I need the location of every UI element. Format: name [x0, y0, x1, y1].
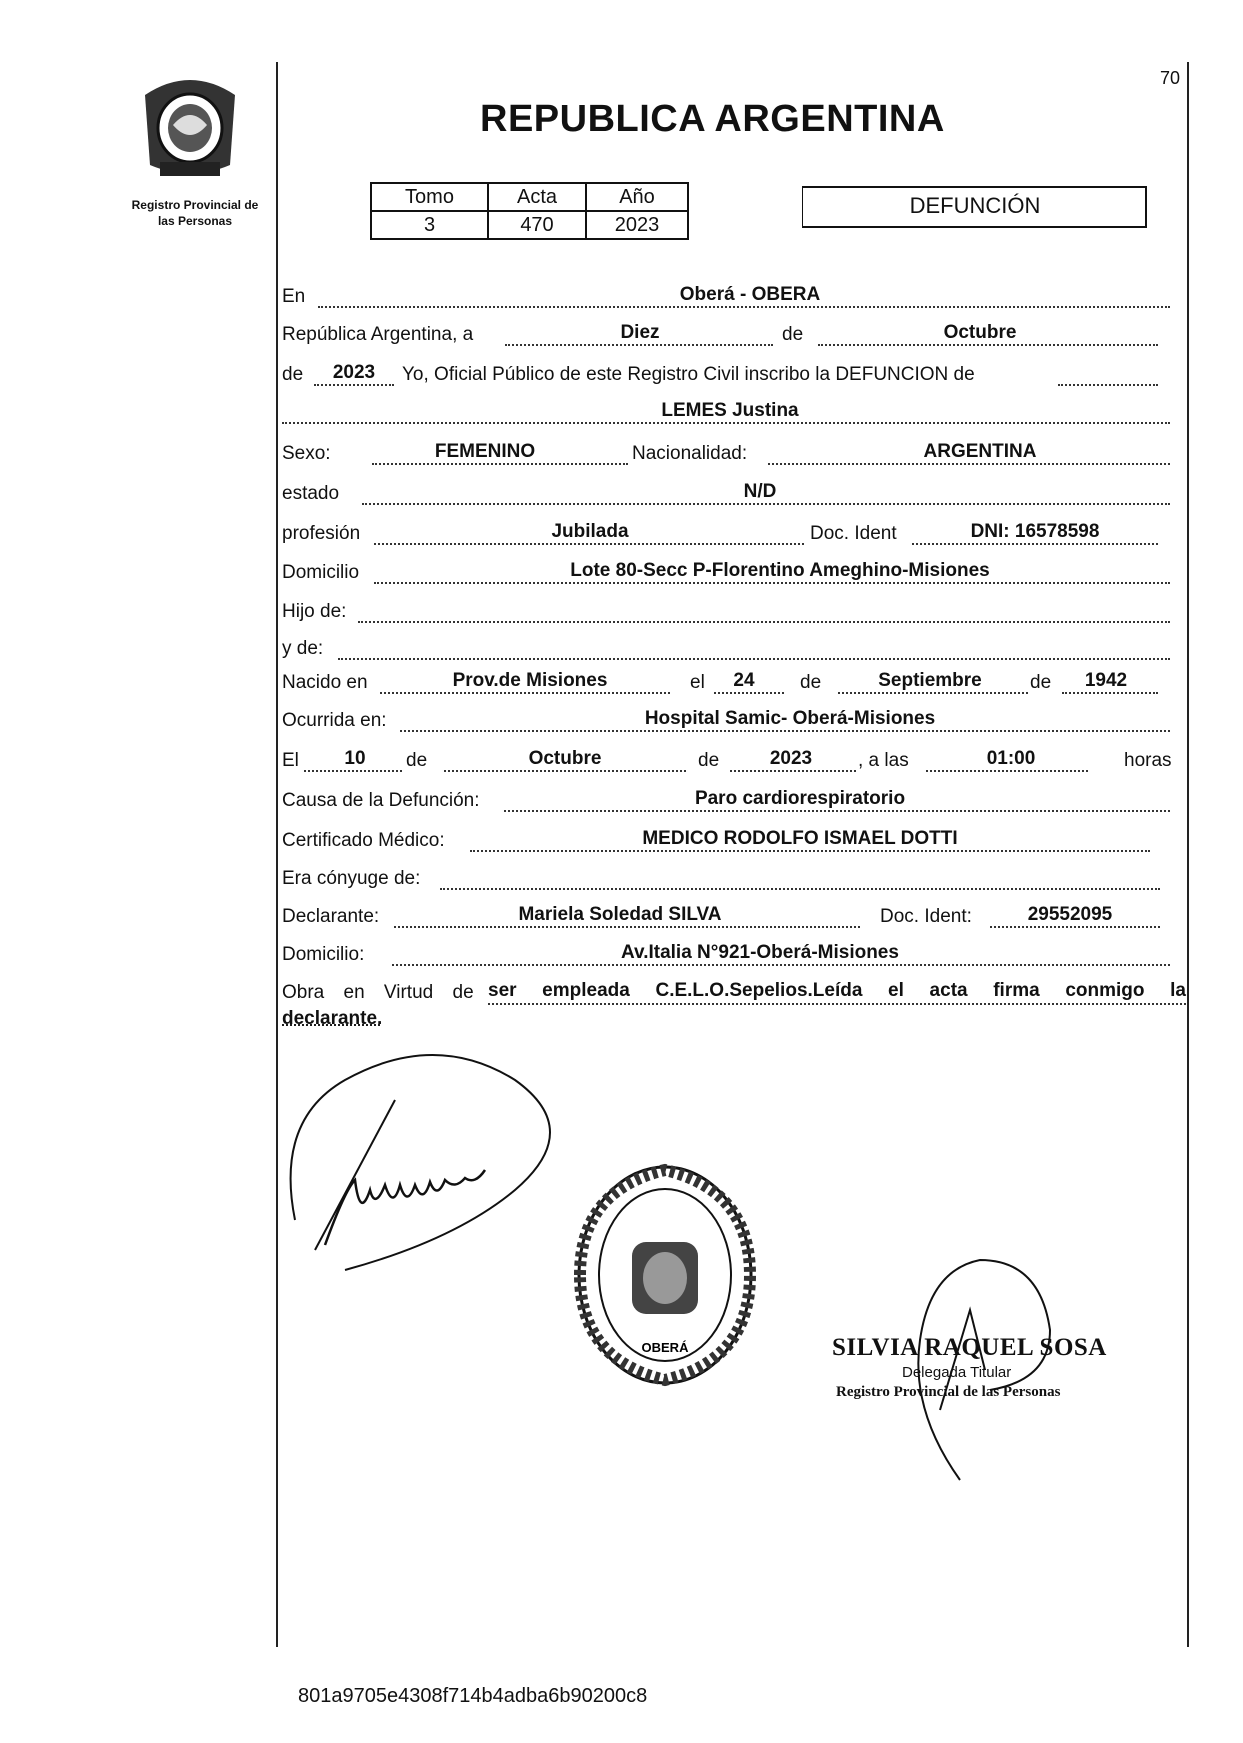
- causa-value: Paro cardiorespiratorio: [694, 788, 906, 809]
- page-number: 70: [1160, 68, 1181, 88]
- estado-label: estado: [282, 483, 340, 504]
- dotted-line: [400, 730, 1170, 732]
- dotted-line: [470, 850, 1150, 852]
- obra-value-2: declarante.: [282, 1008, 383, 1029]
- nacido-value: Prov.de Misiones: [452, 670, 608, 691]
- dotted-line: [714, 692, 784, 694]
- nacionalidad-value: ARGENTINA: [923, 441, 1037, 462]
- dotted-line: [838, 692, 1028, 694]
- dotted-line: [730, 770, 856, 772]
- ocurrida-value: Hospital Samic- Oberá-Misiones: [644, 708, 936, 729]
- deceased-name: LEMES Justina: [661, 400, 799, 421]
- dotted-line: [488, 1003, 1186, 1005]
- y-de-label: y de:: [282, 638, 324, 659]
- a-las-label: , a las: [858, 750, 909, 771]
- profesion-label: profesión: [282, 523, 361, 544]
- el-label: El: [282, 750, 299, 771]
- dotted-line: [990, 926, 1160, 928]
- official-role: Delegada Titular: [902, 1364, 1012, 1381]
- dotted-line: [374, 582, 1170, 584]
- dotted-line: [818, 344, 1158, 346]
- doc-label: Doc. Ident: [810, 523, 897, 544]
- right-border: [1187, 62, 1189, 1647]
- dotted-line: [374, 543, 804, 545]
- birth-month: Septiembre: [878, 670, 982, 691]
- dotted-line: [372, 463, 628, 465]
- dotted-line: [282, 422, 1170, 424]
- table-cell: 2023: [586, 211, 688, 239]
- dotted-line: [358, 621, 1170, 623]
- left-border: [276, 62, 278, 1647]
- profesion-value: Jubilada: [551, 521, 629, 542]
- official-seal: [570, 1160, 760, 1390]
- dotted-line: [926, 770, 1088, 772]
- month-value: Octubre: [943, 322, 1017, 343]
- dotted-line: [362, 503, 1170, 505]
- document-hash: 801a9705e4308f714b4adba6b90200c8: [298, 1685, 648, 1707]
- dotted-line: [338, 658, 1170, 660]
- domicilio-value: Lote 80-Secc P-Florentino Ameghino-Misiones: [570, 560, 990, 581]
- conyuge-label: Era cónyuge de:: [282, 868, 421, 889]
- domicilio-value: Av.Italia N°921-Oberá-Misiones: [621, 942, 899, 963]
- ocurrida-label: Ocurrida en:: [282, 710, 387, 731]
- death-hour: 01:00: [986, 748, 1036, 769]
- certificado-label: Certificado Médico:: [282, 830, 445, 851]
- hijo-label: Hijo de:: [282, 601, 347, 622]
- page-title: REPUBLICA ARGENTINA: [480, 98, 945, 140]
- republica-label: República Argentina, a: [282, 324, 474, 345]
- table-header: Tomo: [371, 183, 488, 211]
- dotted-line: [304, 770, 402, 772]
- nacido-label: Nacido en: [282, 672, 368, 693]
- birth-day: 24: [733, 670, 755, 691]
- dotted-line: [380, 692, 670, 694]
- year-value: 2023: [332, 362, 376, 383]
- birth-year: 1942: [1084, 670, 1128, 691]
- estado-value: N/D: [743, 481, 777, 502]
- domicilio-label: Domicilio:: [282, 944, 365, 965]
- inscribo-text: Yo, Oficial Público de este Registro Civil inscribo la DEFUNCION de: [402, 364, 975, 385]
- dotted-line: [504, 810, 1170, 812]
- province-crest-logo: [135, 70, 245, 185]
- death-day: 10: [344, 748, 366, 769]
- record-table: [370, 182, 689, 240]
- table-header: Año: [586, 183, 688, 211]
- de-label: de: [698, 750, 720, 771]
- declarante-label: Declarante:: [282, 906, 380, 927]
- dotted-line: [1058, 384, 1158, 386]
- sexo-value: FEMENINO: [434, 441, 536, 462]
- dotted-line: [318, 306, 1170, 308]
- de-label: de: [1030, 672, 1052, 693]
- nacionalidad-label: Nacionalidad:: [632, 443, 748, 464]
- svg-text:OBERÁ: OBERÁ: [641, 1340, 689, 1355]
- dotted-line: [392, 964, 1170, 966]
- table-cell: 470: [488, 211, 586, 239]
- dotted-line: [444, 770, 686, 772]
- de-label: de: [282, 364, 304, 385]
- causa-label: Causa de la Defunción:: [282, 790, 480, 811]
- obra-value-1: ser empleada C.E.L.O.Sepelios.Leída el acta firma conmigo la: [488, 980, 1186, 1001]
- dotted-line: [440, 888, 1160, 890]
- place-value: Oberá - OBERA: [679, 284, 821, 305]
- day-value: Diez: [620, 322, 660, 343]
- dotted-line: [1062, 692, 1158, 694]
- doc-value: DNI: 16578598: [970, 521, 1100, 542]
- record-type: DEFUNCIÓN: [909, 193, 1041, 218]
- declarant-signature: [285, 1040, 585, 1280]
- de-label: de: [782, 324, 804, 345]
- el-label: el: [690, 672, 705, 693]
- dotted-line: [768, 463, 1170, 465]
- death-month: Octubre: [528, 748, 602, 769]
- dotted-line: [912, 543, 1158, 545]
- official-org: Registro Provincial de las Personas: [836, 1384, 1061, 1400]
- de-label: de: [406, 750, 428, 771]
- death-year: 2023: [769, 748, 813, 769]
- dotted-line: [505, 344, 773, 346]
- doc-ident-label: Doc. Ident:: [880, 906, 972, 927]
- table-header: Acta: [488, 183, 586, 211]
- domicilio-label: Domicilio: [282, 562, 360, 583]
- declarante-doc: 29552095: [1027, 904, 1113, 925]
- declarante-value: Mariela Soledad SILVA: [518, 904, 722, 925]
- table-cell: 3: [371, 211, 488, 239]
- horas-label: horas: [1124, 750, 1172, 771]
- org-name-line2: las Personas: [157, 214, 233, 228]
- org-name-line1: Registro Provincial de: [131, 198, 259, 212]
- dotted-line: [394, 926, 860, 928]
- dotted-line: [314, 384, 394, 386]
- certificado-value: MEDICO RODOLFO ISMAEL DOTTI: [642, 828, 958, 849]
- de-label: de: [800, 672, 822, 693]
- obra-label: Obra en Virtud de: [282, 982, 474, 1003]
- sexo-label: Sexo:: [282, 443, 331, 464]
- en-label: En: [282, 286, 306, 307]
- official-name: SILVIA RAQUEL SOSA: [832, 1334, 1107, 1361]
